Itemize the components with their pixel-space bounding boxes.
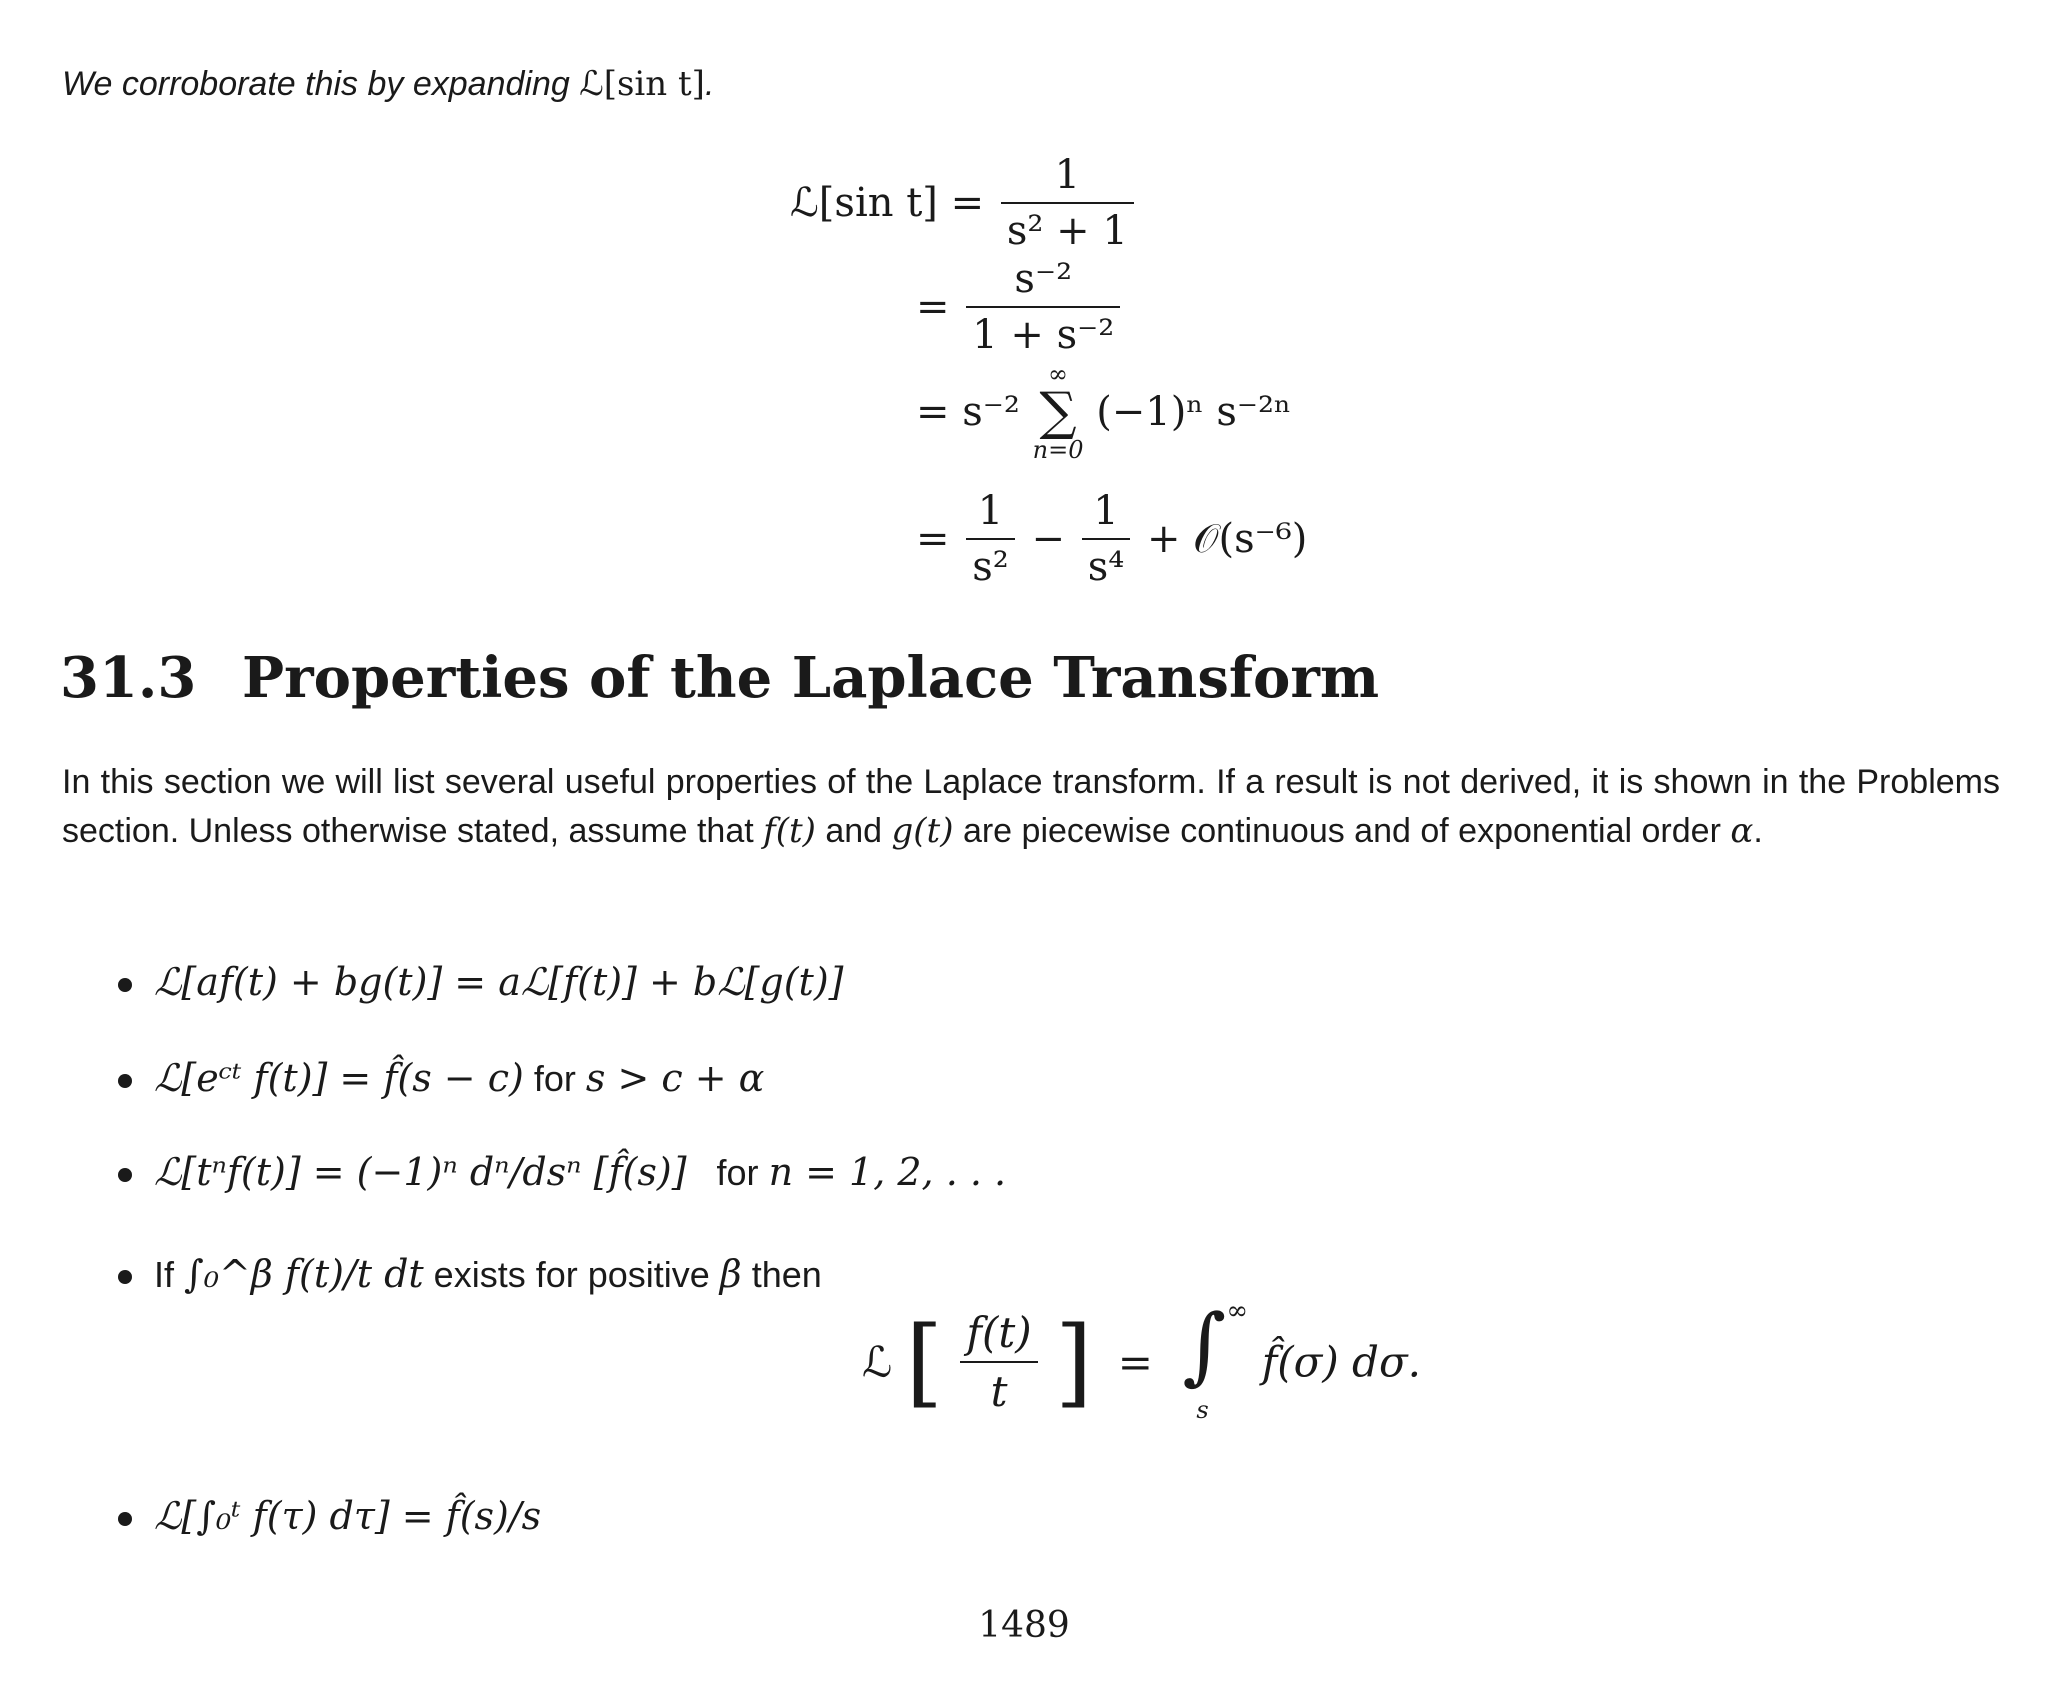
bullet-point [118, 978, 132, 992]
list-item [118, 1494, 541, 1538]
list-item [118, 1056, 764, 1100]
shift-property: ℒ[eᶜᵗ f(t)] = f̂(s − c) [154, 1056, 524, 1100]
integration-property: ℒ[∫₀ᵗ f(τ) dτ] = f̂(s)/s [154, 1494, 542, 1538]
intro-end: . [704, 65, 715, 103]
fraction-numerator: s⁻² [1014, 256, 1073, 302]
derivative-condition: n = 1, 2, . . . [768, 1150, 1007, 1194]
integral-condition: ∫₀^β f(t)/t dt [184, 1252, 424, 1296]
equals-sign: = [916, 516, 950, 562]
paragraph-math-g: g(t) [891, 811, 954, 851]
derivation-row-1 [790, 152, 1138, 254]
bullet-point [118, 1270, 132, 1284]
integral-upper-limit: ∞ [1226, 1296, 1249, 1326]
intro-text: We corroborate this by expanding [62, 65, 580, 103]
fraction [1082, 488, 1131, 590]
shift-condition: s > c + α [585, 1056, 765, 1100]
section-title: Properties of the Laplace Transform [242, 645, 1380, 711]
paragraph-text: are piecewise continuous and of exponential order [953, 812, 1731, 850]
equals-sign: = [1117, 1337, 1153, 1387]
integral-sign: ∫ [1182, 1296, 1227, 1394]
equals-sign: = [916, 284, 950, 330]
derivation-row-4 [916, 488, 1307, 590]
page-number: 1489 [978, 1605, 1070, 1646]
bullet-point [118, 1168, 132, 1182]
paragraph-text: In this section we will list several useful properties of the Laplace transform. If a result is not derived, it is shown in the Problems section. Unless otherwise stated, assume that [62, 763, 2000, 850]
bullet-text: for [686, 1152, 769, 1193]
integral [1178, 1296, 1249, 1424]
integrand: f̂(σ) dσ. [1261, 1337, 1421, 1387]
paragraph-math-f: f(t) [763, 811, 816, 851]
fraction [966, 256, 1120, 358]
section-number: 31.3 [60, 645, 197, 711]
fraction-numerator: 1 [1054, 152, 1081, 198]
fraction-denominator: s² + 1 [1001, 202, 1134, 254]
derivation-row-2 [916, 256, 1124, 358]
fraction-numerator: 1 [1093, 488, 1119, 534]
fraction-denominator: t [960, 1361, 1037, 1416]
bullet-point [118, 1074, 132, 1088]
section-paragraph [62, 758, 2000, 856]
bullet-text: for [523, 1058, 586, 1099]
bullet-point [118, 1512, 132, 1526]
sum-lower-limit: n=0 [1032, 436, 1084, 464]
fraction [960, 1308, 1037, 1416]
bullet-text: then [741, 1254, 822, 1295]
laplace-operator: ℒ [862, 1337, 893, 1387]
linearity-property: ℒ[af(t) + bg(t)] = aℒ[f(t)] + bℒ[g(t)] [154, 960, 844, 1004]
fraction-numerator: f(t) [966, 1308, 1032, 1357]
beta-symbol: β [719, 1252, 742, 1296]
fraction-denominator: 1 + s⁻² [966, 306, 1120, 358]
bullet-text: exists for positive [423, 1254, 720, 1295]
fraction [966, 488, 1015, 590]
sum-sign: ∑ [1039, 382, 1077, 442]
list-item [118, 1252, 822, 1296]
fraction-numerator: 1 [977, 488, 1004, 534]
fraction-denominator: s² [966, 538, 1015, 590]
big-o-term: + 𝒪(s⁻⁶) [1147, 516, 1308, 562]
sum-term: (−1)ⁿ s⁻²ⁿ [1096, 389, 1292, 435]
derivative-property: ℒ[tⁿf(t)] = (−1)ⁿ dⁿ/dsⁿ [f̂(s)] [154, 1150, 687, 1194]
minus-sign: − [1031, 516, 1066, 562]
list-item [118, 960, 843, 1004]
integral-lower-limit: s [1196, 1396, 1209, 1424]
summation [1033, 362, 1084, 462]
list-item [118, 1150, 1006, 1194]
derivation-row-3 [916, 362, 1291, 462]
intro-math: ℒ[sin t] [579, 64, 705, 104]
paragraph-text: . [1753, 812, 1763, 850]
intro-sentence [62, 64, 714, 104]
derivation-lhs: ℒ[sin t] = [790, 180, 985, 226]
paragraph-text: and [815, 812, 892, 850]
division-by-t-formula: ℒ [ $\frac{f(t)}{t}$ ] = ∫ ∞ s f̂(σ) dσ. [862, 1296, 1421, 1424]
sum-upper-limit: ∞ [1048, 360, 1069, 388]
bullet-text: If [154, 1254, 185, 1295]
fraction [1001, 152, 1134, 254]
fraction-denominator: s⁴ [1082, 538, 1131, 590]
paragraph-math-alpha: α [1730, 811, 1754, 851]
row3-prefix: = s⁻² [916, 389, 1020, 435]
section-heading [60, 645, 1379, 711]
